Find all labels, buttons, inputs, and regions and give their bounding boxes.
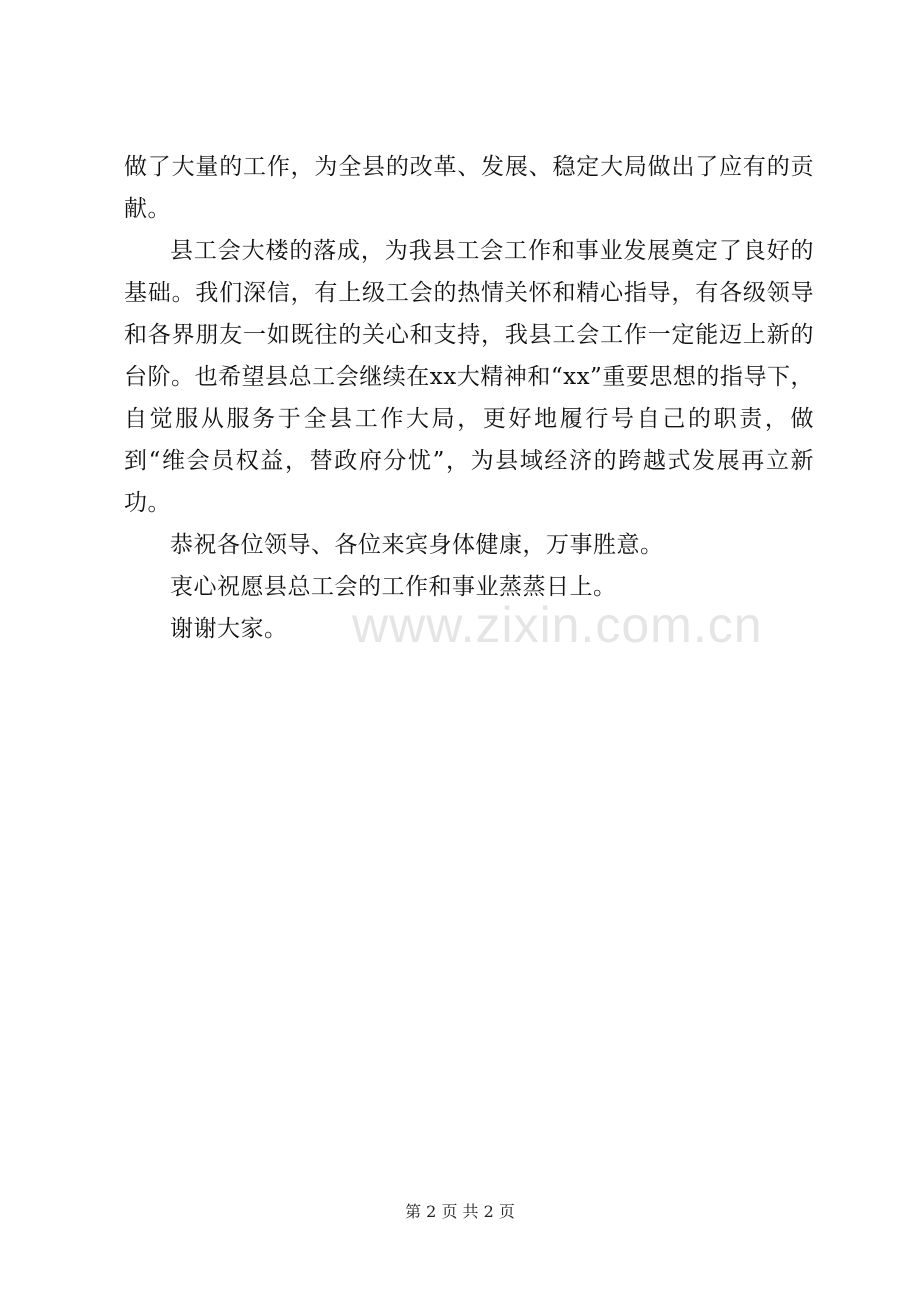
page-footer: 第 2 页 共 2 页 <box>405 1202 515 1221</box>
site-watermark: www.zixin.com.cn <box>352 597 763 653</box>
paragraph-1: 做了大量的工作，为全县的改革、发展、稳定大局做出了应有的贡献。 <box>124 154 814 222</box>
document-body <box>124 146 814 650</box>
paragraph-5: 谢谢大家。 <box>170 616 288 642</box>
paragraph-3: 恭祝各位领导、各位来宾身体健康，万事胜意。 <box>170 532 664 558</box>
paragraph-4: 衷心祝愿县总工会的工作和事业蒸蒸日上。 <box>170 574 617 600</box>
paragraph-2: 县工会大楼的落成，为我县工会工作和事业发展奠定了良好的基础。我们深信，有上级工会的热情关怀和精心指导，有各级领导和各界朋友一如既往的关心和支持，我县工会工作一定能迈上新的台阶。也希望县总工会继续在xx大精神和“xx”重要思想的指导下，自觉服从服务于全县工作大局，更好地履行号自己的职责，做到“维会员权益，替政府分忧”，为县域经济的跨越式发展再立新功。 <box>124 238 814 516</box>
